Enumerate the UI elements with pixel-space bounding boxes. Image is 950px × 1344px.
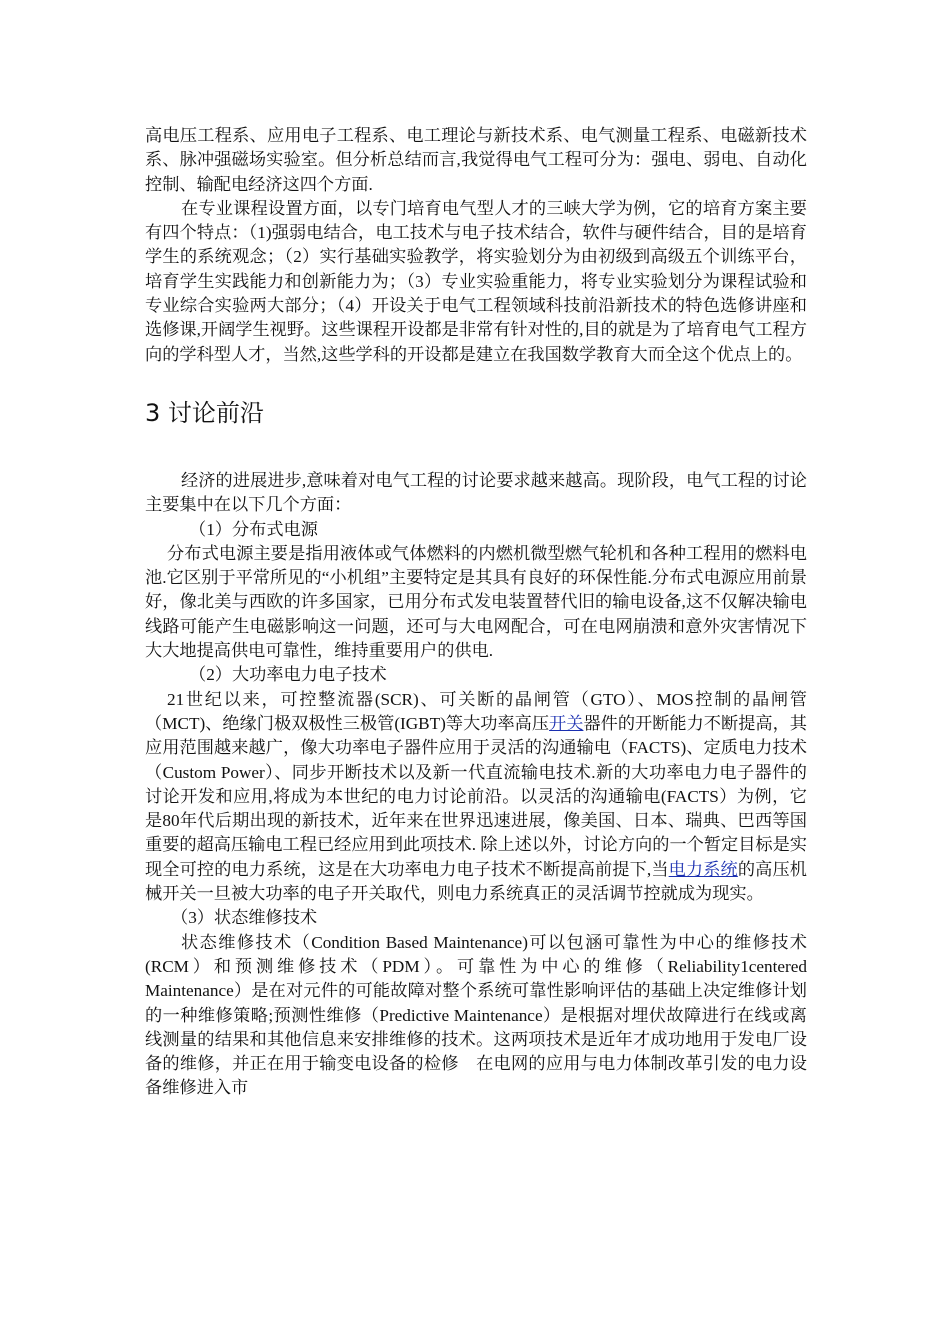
text-segment: 21世纪以来，可控整流器(SCR)、可关断的晶闸管（GTO）、MOS控制的晶闸管（MCT)、绝缘门极双极性三极管(IGBT)等大功率高压 [145,689,807,733]
section-heading-research-frontier: 3 讨论前沿 [145,398,264,427]
subheading-power-electronics: （2）大功率电力电子技术 [189,665,387,685]
link-power-system[interactable]: 电力系统 [668,859,738,879]
paragraph-distributed-power: 分布式电源主要是指用液体或气体燃料的内燃机微型燃气轮机和各种工程用的燃料电池.它区别于平常所见的“小机组”主要特定是其具有良好的环保性能.分布式电源应用前景好，像北美与西欧的许多国家，已用分布式发电装置替代旧的输电设备,这不仅解决输电线路可能产生电磁影响这一问题，还可与大电网配合，可在电网崩溃和意外灾害情况下大大地提高供电可靠性，维持重要用户的供电. [145,543,807,661]
text-segment: 的高压机械开关一旦被大功率的电子开关取代，则电力系统真正的灵活调节控就成为现实。 [145,859,807,904]
subheading-distributed-power: （1）分布式电源 [189,519,318,539]
document-page [145,124,807,1101]
link-switch[interactable]: 开关 [549,713,584,733]
paragraph-power-electronics [145,688,807,907]
subheading-condition-maintenance: （3）状态维修技术 [171,908,318,928]
spacer [145,429,807,469]
paragraph-research-intro: 经济的进展进步,意味着对电气工程的讨论要求越来越高。现阶段，电气工程的讨论主要集中在以下几个方面： [145,470,807,515]
text-segment: 器件的开断能力不断提高，其应用范围越来越广，像大功率电子器件应用于灵活的沟通输电（FACTS)、定质电力技术（Custom Power）、同步开断技术以及新一代直流输电技术.新的大功率电力电子器件的讨论开发和应用,将成为本世纪的电力讨论前沿。以灵活的沟通输电(FACTS）为例，它是80年代后期出现的新技术，近年来在世界迅速进展，像美国、日本、瑞典、巴西等国重要的超高压输电工程已经应用到此项技术. 除上述以外，讨论方向的一个暂定目标是实现全可控的电力系统，这是在大功率电力电子技术不断提高前提下,当 [145,713,807,879]
paragraph-electrical-divisions: 高电压工程系、应用电子工程系、电工理论与新技术系、电气测量工程系、电磁新技术系、脉冲强磁场实验室。但分析总结而言,我觉得电气工程可分为：强电、弱电、自动化控制、输配电经济这四个方面. [145,126,807,194]
paragraph-condition-maintenance: 状态维修技术（Condition Based Maintenance)可以包涵可靠性为中心的维修技术(RCM）和预测维修技术（PDM）。可靠性为中心的维修（Reliability1centered Maintenance）是在对元件的可能故障对整个系统可靠性影响评估的基础上决定维修计划的一种维修策略;预测性维修（Predictive Maintenance）是根据对埋伏故障进行在线或离线测量的结果和其他信息来安排维修的技术。这两项技术是近年才成功地用于发电厂设备的维修，并正在用于输变电设备的检修 在电网的应用与电力体制改革引发的电力设备维修进入市 [145,932,807,1098]
paragraph-curriculum: 在专业课程设置方面，以专门培育电气型人才的三峡大学为例，它的培育方案主要有四个特点：（1)强弱电结合，电工技术与电子技术结合，软件与硬件结合，目的是培育学生的系统观念；（2）实行基础实验教学，将实验划分为由初级到高级五个训练平台，培育学生实践能力和创新能力为；（3）专业实验重能力，将专业实验划分为课程试验和专业综合实验两大部分；（4）开设关于电气工程领域科技前沿新技术的特色选修讲座和选修课,开阔学生视野。这些课程开设都是非常有针对性的,目的就是为了培育电气工程方向的学科型人才，当然,这些学科的开设都是建立在我国数学教育大而全这个优点上的。 [145,198,807,364]
